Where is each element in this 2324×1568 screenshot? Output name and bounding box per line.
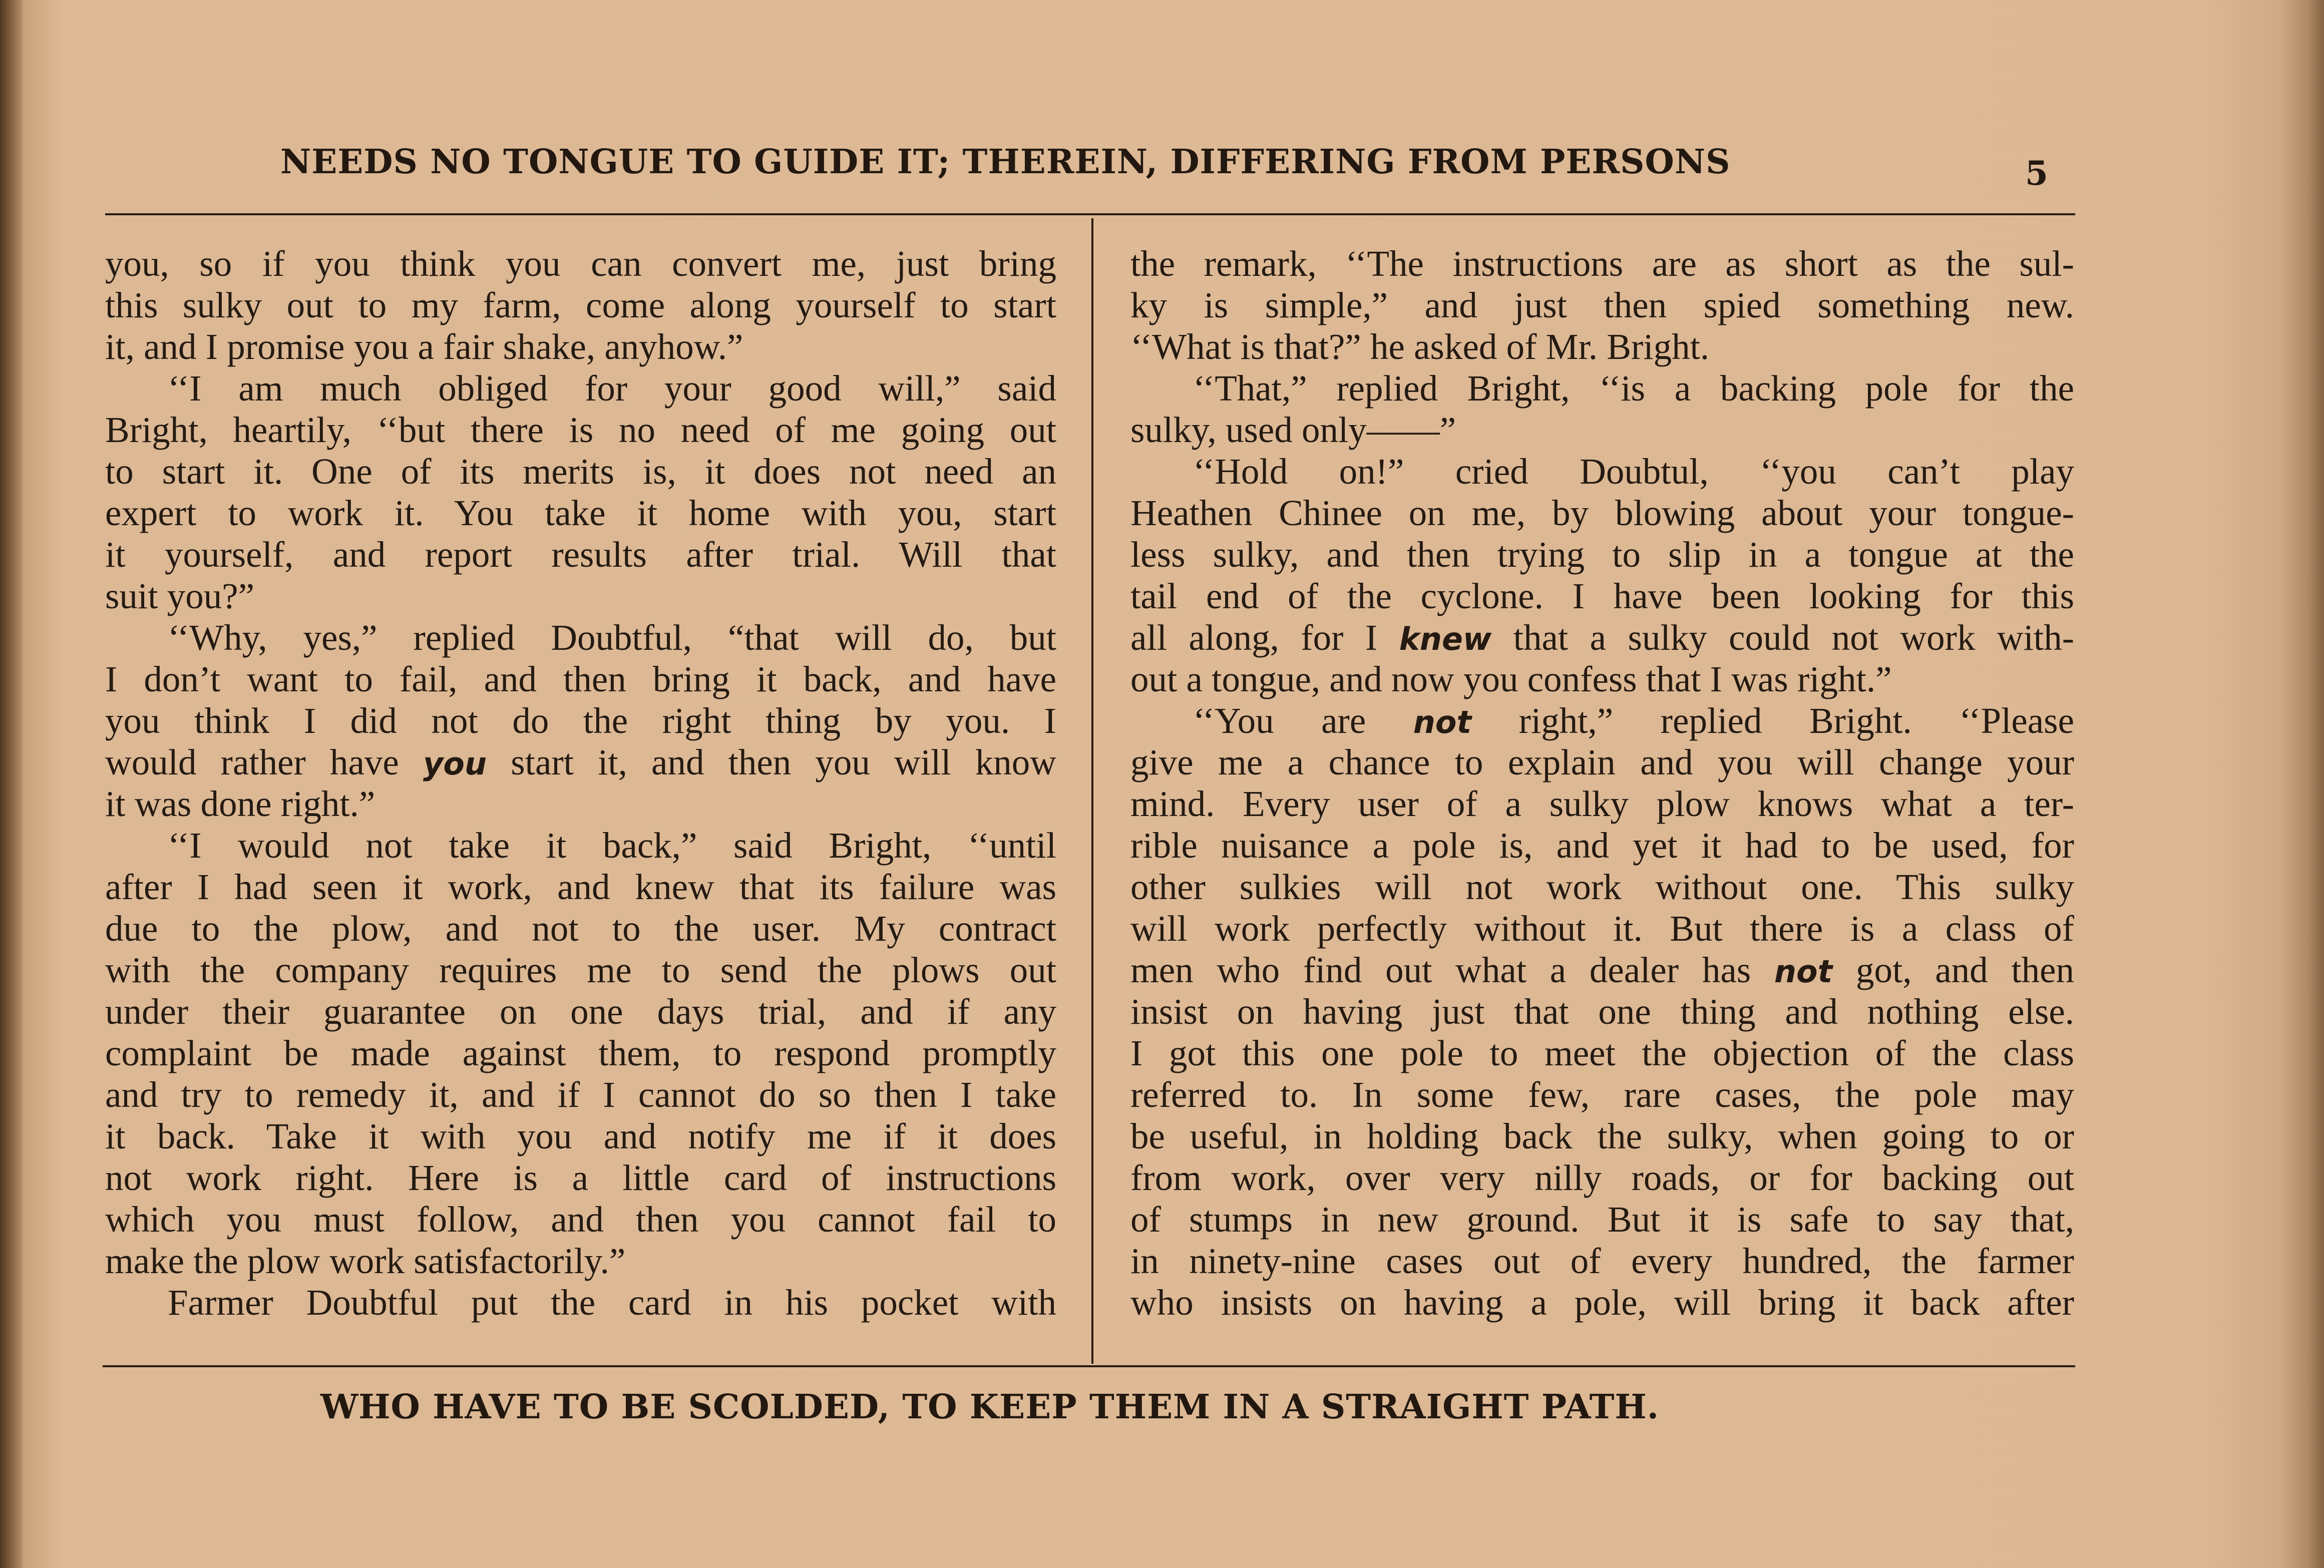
text-line [105,741,1056,783]
text-line: be useful, in holding back the sulky, when going to or [1130,1116,2074,1156]
text-line: from work, over very nilly roads, or for backing out [1130,1157,2074,1198]
text-line: after I had seen it work, and knew that its failure was [105,867,1056,907]
text-line: of stumps in new ground. But it is safe to say that, [1130,1199,2074,1240]
text-line: to start it. One of its merits is, it does not need an [105,451,1056,492]
text-line: you, so if you think you can convert me, just bring [105,243,1056,284]
text-segment: that a sulky could not work with- [1491,617,2075,658]
text-line: referred to. In some few, rare cases, the pole may [1130,1074,2074,1115]
text-line: Farmer Doubtful put the card in his pocket with [168,1282,1056,1323]
text-line: ‘‘Hold on!” cried Doubtul, ‘‘you can’t play [1193,451,2074,492]
text-line: the remark, ‘‘The instructions are as short as the sul- [1130,243,2074,284]
text-line: and try to remedy it, and if I cannot do so then I take [105,1074,1056,1115]
text-line: I got this one pole to meet the objection of the class [1130,1033,2074,1073]
text-line [1130,700,2074,741]
text-line: which you must follow, and then you cannot fail to [105,1199,1056,1240]
emphasized-word: you [423,745,487,782]
page-number: 5 [2025,154,2048,193]
text-line: other sulkies will not work without one. This sulky [1130,867,2074,907]
text-line: rible nuisance a pole is, and yet it had to be used, for [1130,825,2074,866]
text-line [1130,617,2074,658]
text-line: ‘‘What is that?” he asked of Mr. Bright. [1130,326,1710,367]
running-header: NEEDS NO TONGUE TO GUIDE IT; THEREIN, DIFFERING FROM PERSONS [280,142,1731,181]
text-line: not work right. Here is a little card of instructions [105,1157,1056,1198]
text-line: expert to work it. You take it home with you, start [105,493,1056,533]
text-line: this sulky out to my farm, come along yourself to start [105,285,1056,325]
text-line: in ninety-nine cases out of every hundred, the farmer [1130,1241,2074,1281]
text-line: with the company requires me to send the plows out [105,950,1056,990]
left-column [105,243,1056,1323]
text-line: Heathen Chinee on me, by blowing about your tongue- [1130,493,2074,533]
running-footer: WHO HAVE TO BE SCOLDED, TO KEEP THEM IN A STRAIGHT PATH. [320,1387,1660,1426]
text-line [1130,949,2074,991]
text-line: complaint be made against them, to respond promptly [105,1033,1056,1073]
text-line: it, and I promise you a fair shake, anyhow.” [105,326,743,367]
text-line: mind. Every user of a sulky plow knows what a ter- [1130,783,2074,824]
text-line: ‘‘That,” replied Bright, ‘‘is a backing pole for the [1193,368,2074,409]
text-segment: all along, for I [1130,617,1399,658]
text-segment: right,” replied Bright. ‘‘Please [1471,700,2074,741]
text-segment: men who find out what a dealer has [1130,950,1774,990]
text-line: suit you?” [105,576,255,616]
text-segment: would rather have [105,742,423,782]
text-line: it was done right.” [105,783,375,824]
emphasized-word: not [1774,953,1833,990]
emphasized-word: knew [1399,621,1492,657]
text-line: out a tongue, and now you confess that I was right.” [1130,659,1892,699]
text-line: ‘‘Why, yes,” replied Doubtful, “that will do, but [168,617,1056,658]
text-line: insist on having just that one thing and nothing else. [1130,991,2074,1032]
text-line: it yourself, and report results after trial. Will that [105,534,1056,575]
text-line: sulky, used only——” [1130,410,1456,450]
text-line: tail end of the cyclone. I have been looking for this [1130,576,2074,616]
right-column [1130,243,2074,1323]
text-line: you think I did not do the right thing by you. I [105,700,1056,741]
text-line: Bright, heartily, ‘‘but there is no need of me going out [105,410,1056,450]
page-right-edge [2279,0,2324,1568]
emphasized-word: not [1413,704,1472,740]
header-rule [105,213,2075,215]
text-segment: ‘‘You are [1193,700,1413,741]
column-divider [1091,218,1093,1364]
text-line: it back. Take it with you and notify me if it does [105,1116,1056,1156]
text-segment: got, and then [1832,950,2074,990]
text-line: give me a chance to explain and you will change your [1130,742,2074,782]
text-segment: start it, and then you will know [487,742,1056,782]
footer-rule [103,1365,2075,1367]
text-line: under their guarantee on one days trial, and if any [105,991,1056,1032]
text-line: due to the plow, and not to the user. My contract [105,908,1056,949]
text-line: ‘‘I would not take it back,” said Bright, ‘‘until [168,825,1056,866]
page-binding-shadow [0,0,22,1568]
text-line: will work perfectly without it. But there is a class of [1130,908,2074,949]
text-line: make the plow work satisfactorily.” [105,1241,626,1281]
text-line: ‘‘I am much obliged for your good will,” said [168,368,1056,409]
text-line: who insists on having a pole, will bring it back after [1130,1282,2074,1323]
text-line: I don’t want to fail, and then bring it back, and have [105,659,1056,699]
text-line: ky is simple,” and just then spied something new. [1130,285,2074,325]
text-line: less sulky, and then trying to slip in a tongue at the [1130,534,2074,575]
